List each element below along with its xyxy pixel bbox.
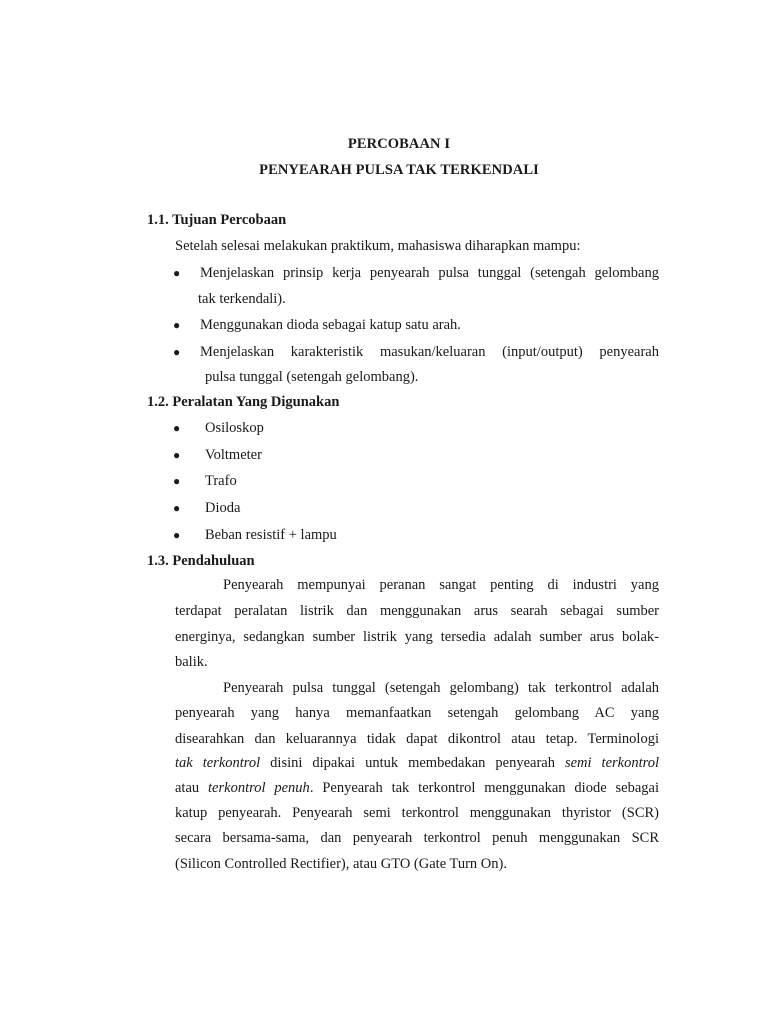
list-item-continuation: tak terkendali).: [198, 291, 286, 307]
bullet-icon: ●: [173, 318, 181, 332]
italic-term: terkontrol penuh: [208, 780, 310, 796]
bullet-icon: ●: [173, 474, 181, 488]
document-subtitle: PENYEARAH PULSA TAK TERKENDALI: [259, 162, 539, 178]
italic-term: semi terkontrol: [564, 755, 659, 771]
paragraph-line: disearahkan dan keluarannya tidak dapat dikontrol atau tetap. Terminologi: [175, 731, 659, 747]
section-heading-tujuan: 1.1. Tujuan Percobaan: [147, 212, 287, 228]
paragraph-line: [175, 780, 659, 797]
bullet-icon: ●: [173, 345, 181, 359]
bullet-icon: ●: [173, 266, 181, 280]
bullet-icon: ●: [173, 528, 181, 542]
list-item: Osiloskop: [205, 420, 264, 436]
list-item: Dioda: [205, 500, 241, 516]
list-item: Menggunakan dioda sebagai katup satu arah.: [200, 317, 461, 333]
paragraph-line: (Silicon Controlled Rectifier), atau GTO (Gate Turn On).: [175, 856, 507, 872]
paragraph-text: . Penyearah tak terkontrol menggunakan diode sebagai: [309, 780, 660, 796]
paragraph-line: balik.: [175, 654, 208, 670]
paragraph-line: penyearah yang hanya memanfaatkan setengah gelombang AC yang: [175, 705, 659, 721]
paragraph-line: Penyearah pulsa tunggal (setengah gelombang) tak terkontrol adalah: [223, 680, 659, 696]
paragraph-line: katup penyearah. Penyearah semi terkontrol menggunakan thyristor (SCR): [175, 805, 659, 821]
list-item-continuation: pulsa tunggal (setengah gelombang).: [205, 369, 419, 385]
paragraph-text: disini dipakai untuk membedakan penyearah: [260, 755, 565, 771]
list-item: Beban resistif + lampu: [205, 527, 337, 543]
list-item: Menjelaskan prinsip kerja penyearah pulsa tunggal (setengah gelombang: [200, 265, 659, 281]
section-intro: Setelah selesai melakukan praktikum, mahasiswa diharapkan mampu:: [175, 238, 581, 254]
section-heading-pendahuluan: 1.3. Pendahuluan: [147, 553, 255, 569]
document-title: PERCOBAAN I: [347, 136, 451, 152]
list-item: Menjelaskan karakteristik masukan/keluaran (input/output) penyearah: [200, 344, 659, 360]
paragraph-line: energinya, sedangkan sumber listrik yang tersedia adalah sumber arus bolak-: [175, 629, 659, 645]
section-heading-peralatan: 1.2. Peralatan Yang Digunakan: [147, 394, 340, 410]
paragraph-line: terdapat peralatan listrik dan menggunakan arus searah sebagai sumber: [175, 603, 659, 619]
paragraph-text: atau: [175, 780, 209, 796]
paragraph-line: [175, 755, 659, 772]
italic-term: tak terkontrol: [175, 755, 261, 771]
paragraph-line: Penyearah mempunyai peranan sangat penting di industri yang: [223, 577, 659, 593]
list-item: Voltmeter: [205, 447, 262, 463]
bullet-icon: ●: [173, 448, 181, 462]
paragraph-line: secara bersama-sama, dan penyearah terkontrol penuh menggunakan SCR: [175, 830, 659, 846]
bullet-icon: ●: [173, 421, 181, 435]
list-item: Trafo: [205, 473, 237, 489]
bullet-icon: ●: [173, 501, 181, 515]
